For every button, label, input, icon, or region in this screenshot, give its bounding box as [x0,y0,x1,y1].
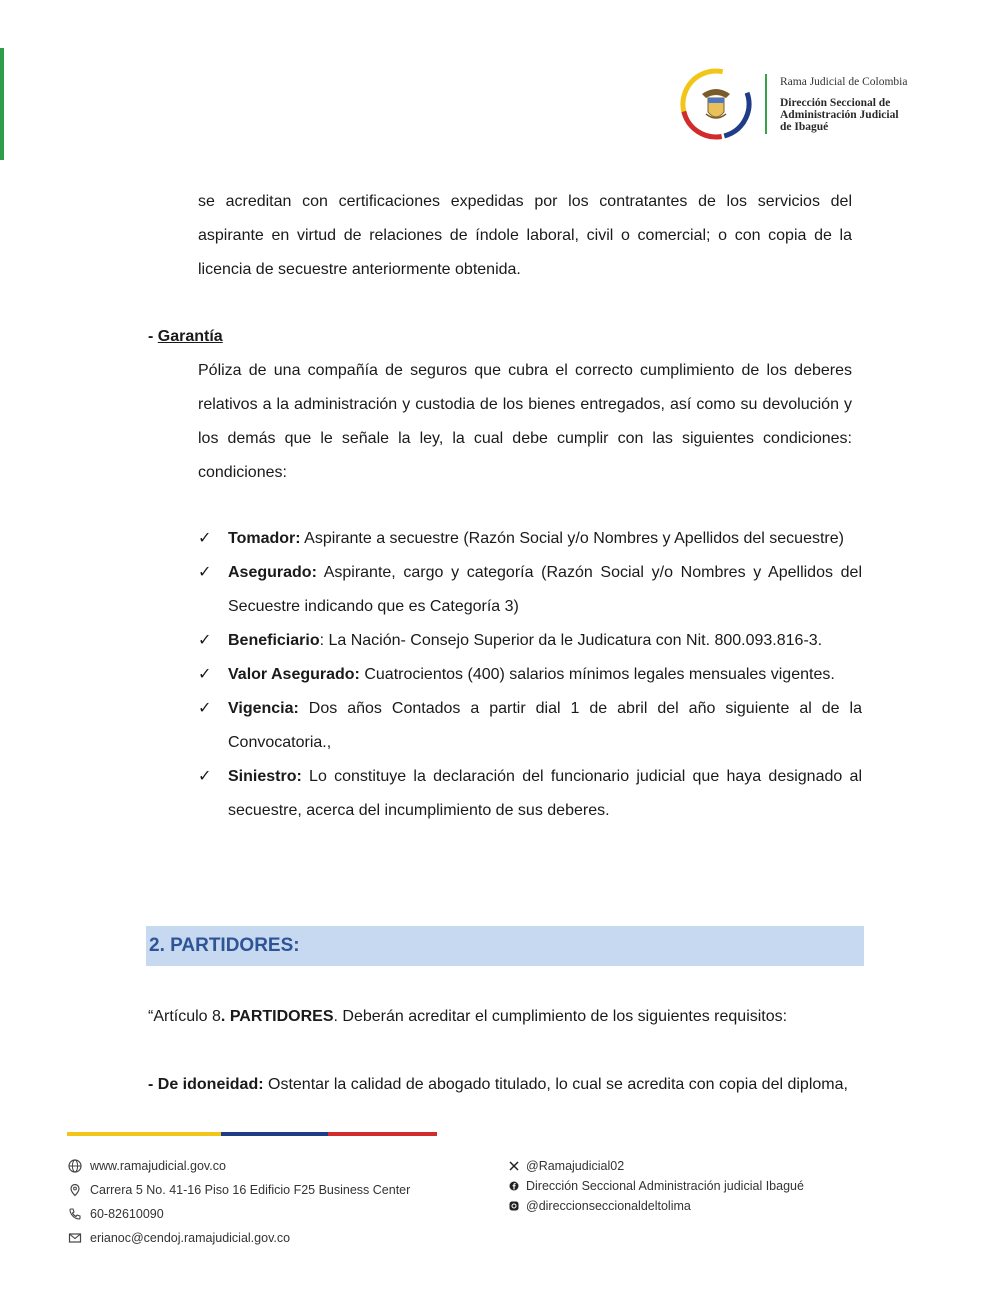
header-organization [780,76,907,133]
list-item [198,760,862,828]
article-label: . PARTIDORES [220,1008,334,1025]
list-item [198,556,862,624]
condition-text: Cuatrocientos (400) salarios mínimos legales mensuales vigentes. [359,666,835,683]
phone-icon [67,1206,83,1222]
coat-of-arms-logo [680,68,752,140]
org-subtitle-line2: Administración Judicial [780,109,899,121]
facebook-link[interactable]: Dirección Seccional Administración judicial Ibagué [526,1179,804,1193]
article-paragraph [148,1000,868,1034]
email-link[interactable]: erianoc@cendoj.ramajudicial.gov.co [90,1231,291,1245]
condition-label: Valor Asegurado: [228,666,360,683]
instagram-link[interactable]: @direccionseccionaldeltolima [526,1199,691,1213]
condition-label: Siniestro: [228,768,302,785]
condition-text: Lo constituye la declaración del funcionario judicial que haya designado al secuestre, acerca del incumplimiento de sus deberes. [228,768,862,819]
check-icon: ✓ [198,700,212,717]
footer-instagram-row [508,1196,804,1216]
check-icon: ✓ [198,530,212,547]
globe-icon [67,1158,83,1174]
mail-icon [67,1230,83,1246]
garantia-prefix: - [148,328,158,345]
garantia-paragraph: Póliza de una compañía de seguros que cubra el correcto cumplimiento de los deberes relativos a la administración y custodia de los bienes entregados, así como su devolución y los demás que le señale la ley, la cual debe cumplir con las siguientes condiciones: condiciones: [198,362,852,481]
website-link[interactable]: www.ramajudicial.gov.co [90,1159,226,1173]
article-prefix: “Artículo 8 [148,1008,221,1025]
footer-social [508,1156,804,1216]
condition-text: : La Nación- Consejo Superior da le Judicatura con Nit. 800.093.816-3. [319,632,823,649]
footer-facebook-row [508,1176,804,1196]
list-item [198,624,862,658]
condition-label: Asegurado: [228,564,317,581]
conditions-list [198,522,862,828]
condition-text: Aspirante a secuestre (Razón Social y/o Nombres y Apellidos del secuestre) [300,530,844,547]
intro-paragraph: se acreditan con certificaciones expedidas por los contratantes de los servicios del aspirante en virtud de relaciones de índole laboral, civil o comercial; o con copia de la licencia de secuestre anteriormente obtenida. [198,193,852,278]
phone-text: 60-82610090 [90,1207,164,1221]
ideoneidad-paragraph [148,1068,868,1102]
footer-address-row [67,1178,410,1202]
org-subtitle-line3: de Ibagué [780,121,829,133]
ideoneidad-text: Ostentar la calidad de abogado titulado, lo cual se acredita con copia del diploma, [263,1076,848,1093]
address-text: Carrera 5 No. 41-16 Piso 16 Edificio F25 Business Center [90,1183,411,1197]
x-handle-link[interactable]: @Ramajudicial02 [526,1159,625,1173]
garantia-heading [148,320,223,354]
check-icon: ✓ [198,564,212,581]
flag-line-yellow [67,1132,221,1136]
condition-label: Beneficiario [228,632,320,649]
check-icon: ✓ [198,768,212,785]
flag-line-red [328,1132,437,1136]
condition-label: Vigencia: [228,700,299,717]
condition-text: Aspirante, cargo y categoría (Razón Social y/o Nombres y Apellidos del Secuestre indicando que es Categoría 3) [228,564,862,615]
list-item [198,692,862,760]
condition-label: Tomador: [228,530,301,547]
condition-text: Dos años Contados a partir dial 1 de abril del año siguiente al de la Convocatoria., [228,700,862,751]
list-item [198,658,862,692]
footer-contact [67,1154,410,1250]
footer-x-row [508,1156,804,1176]
ideoneidad-label: - De idoneidad: [148,1076,264,1093]
footer-phone-row [67,1202,410,1226]
footer-email-row [67,1226,410,1250]
org-subtitle-line1: Dirección Seccional de [780,97,891,109]
location-pin-icon [67,1182,83,1198]
garantia-title: Garantía [157,328,223,345]
section-title: 2. PARTIDORES: [149,935,300,956]
list-item [198,522,862,556]
article-text: . Deberán acreditar el cumplimiento de los siguientes requisitos: [333,1008,788,1025]
x-logo-icon [508,1160,520,1172]
logo-divider [765,74,767,134]
footer-website-row [67,1154,410,1178]
check-icon: ✓ [198,666,212,683]
org-name: Rama Judicial de Colombia [780,76,908,88]
check-icon: ✓ [198,632,212,649]
instagram-icon [508,1200,520,1212]
flag-line-blue [221,1132,328,1136]
left-accent-bar [0,48,4,160]
facebook-icon [508,1180,520,1192]
